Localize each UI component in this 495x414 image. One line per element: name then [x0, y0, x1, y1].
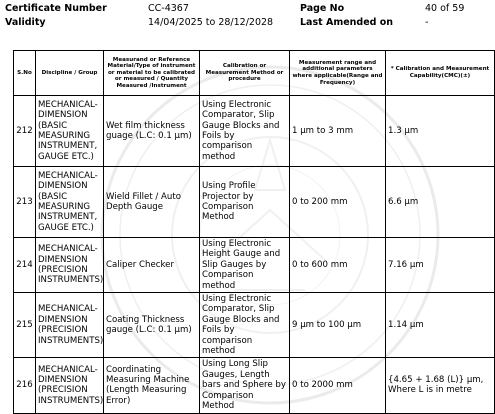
cell-measurand: Wet film thickness guage (L.C: 0.1 µm) [104, 96, 200, 167]
cell-cmc: 6.6 µm [386, 167, 495, 238]
cell-measurand: Wield Fillet / Auto Depth Gauge [104, 167, 200, 238]
cell-discipline: MECHANICAL- DIMENSION (PRECISION INSTRUMENTS) [36, 358, 104, 413]
cell-range: 9 µm to 100 µm [290, 293, 386, 358]
col-header-discipline: Discipline / Group [36, 51, 104, 96]
col-header-cmc: * Calibration and Measurement Capability(CMC)(±) [386, 51, 495, 96]
table-header-row [14, 51, 495, 96]
cell-discipline: MECHANICAL- DIMENSION (BASIC MEASURING INSTRUMENT, GAUGE ETC.) [36, 167, 104, 238]
certificate-number-label: Certificate Number [5, 3, 107, 14]
cell-measurand: Caliper Checker [104, 238, 200, 293]
last-amended-value: - [425, 17, 429, 28]
cell-discipline: MECHANICAL- DIMENSION (PRECISION INSTRUMENTS) [36, 238, 104, 293]
cell-measurand: Coating Thickness gauge (L.C: 0.1 µm) [104, 293, 200, 358]
last-amended-label: Last Amended on [300, 17, 394, 28]
page-no-value: 40 of 59 [425, 3, 465, 14]
table-row [14, 293, 495, 358]
validity-value: 14/04/2025 to 28/12/2028 [148, 17, 274, 28]
accreditation-scope-table [13, 50, 495, 414]
validity-label: Validity [5, 17, 46, 28]
col-header-range: Measurement range and additional parameters where applicable(Range and Frequency) [290, 51, 386, 96]
table-row [14, 358, 495, 413]
cell-cmc: {4.65 + 1.68 (L)} µm, Where L is in metre [386, 358, 495, 413]
cell-sno: 214 [14, 238, 36, 293]
cell-sno: 216 [14, 358, 36, 413]
cell-discipline: MECHANICAL- DIMENSION (PRECISION INSTRUMENTS) [36, 293, 104, 358]
col-header-sno: S.No [14, 51, 36, 96]
cell-method: Using Long Slip Gauges, Length bars and Sphere by Comparison Method [200, 358, 290, 413]
col-header-method: Calibration or Measurement Method or procedure [200, 51, 290, 96]
col-header-measurand: Measurand or Reference Material/Type of instrument or material to be calibrated or measured / Quantity Measured /Instrument [104, 51, 200, 96]
page-no-label: Page No [300, 3, 345, 14]
cell-range: 0 to 200 mm [290, 167, 386, 238]
cell-method: Using Electronic Comparator, Slip Gauge Blocks and Foils by comparison method [200, 96, 290, 167]
cell-cmc: 1.3 µm [386, 96, 495, 167]
cell-method: Using Profile Projector by Comparison Method [200, 167, 290, 238]
cell-range: 0 to 600 mm [290, 238, 386, 293]
cell-cmc: 1.14 µm [386, 293, 495, 358]
certificate-number-value: CC-4367 [148, 3, 189, 14]
cell-range: 1 µm to 3 mm [290, 96, 386, 167]
cell-cmc: 7.16 µm [386, 238, 495, 293]
table-row [14, 238, 495, 293]
cell-discipline: MECHANICAL- DIMENSION (BASIC MEASURING INSTRUMENT, GAUGE ETC.) [36, 96, 104, 167]
cell-sno: 213 [14, 167, 36, 238]
cell-sno: 215 [14, 293, 36, 358]
certificate-header [0, 0, 495, 34]
cell-measurand: Coordinating Measuring Machine (Length Measuring Error) [104, 358, 200, 413]
cell-sno: 212 [14, 96, 36, 167]
cell-range: 0 to 2000 mm [290, 358, 386, 413]
cell-method: Using Electronic Height Gauge and Slip Gauges by Comparison method [200, 238, 290, 293]
table-row [14, 96, 495, 167]
table-row [14, 167, 495, 238]
cell-method: Using Electronic Comparator, Slip Gauge Blocks and Foils by comparison method [200, 293, 290, 358]
